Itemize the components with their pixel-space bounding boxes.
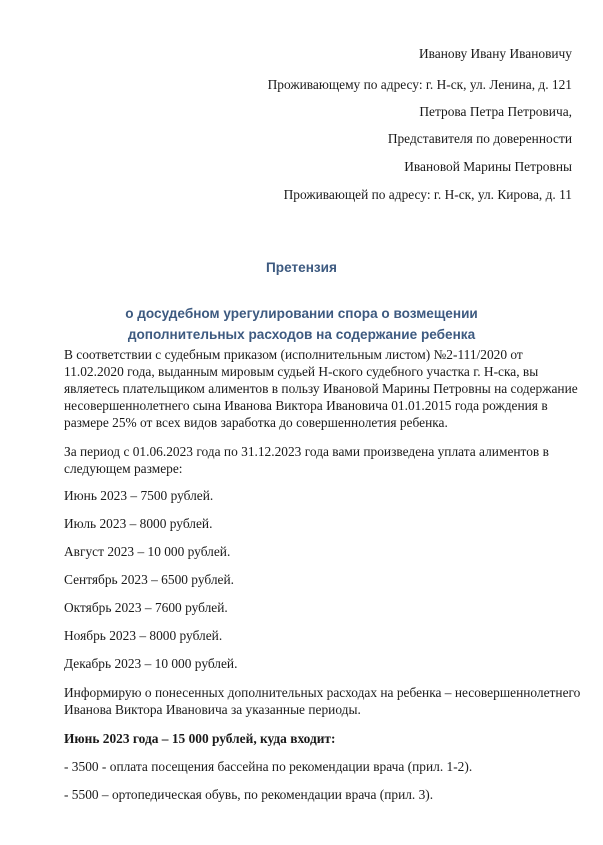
intro-line: являетесь плательщиком алиментов в пользу Ивановой Марины Петровны на содержание	[64, 381, 578, 396]
sender-role: Представителя по доверенности	[387, 131, 572, 146]
intro-line: В соответствии с судебным приказом (исполнительным листом) №2-111/2020 от	[64, 347, 523, 362]
period-line: За период с 01.06.2023 года по 31.12.2023 года вами произведена уплата алиментов в	[64, 444, 549, 459]
principal-address: Проживающей по адресу: г. Н-ск, ул. Кирова, д. 11	[283, 187, 572, 202]
document-subtitle-line-1: о досудебном урегулировании спора о возмещении	[125, 306, 478, 321]
payment-item: Июль 2023 – 8000 рублей.	[64, 516, 213, 531]
payment-item: Июнь 2023 – 7500 рублей.	[64, 488, 214, 503]
principal-name: Ивановой Марины Петровны	[404, 159, 572, 174]
payment-item: Сентябрь 2023 – 6500 рублей.	[64, 572, 234, 587]
payment-item: Август 2023 – 10 000 рублей.	[64, 544, 231, 559]
document-title: Претензия	[266, 260, 337, 275]
period-line: следующем размере:	[64, 461, 183, 476]
june-expenses-heading: Июнь 2023 года – 15 000 рублей, куда входит:	[64, 731, 336, 746]
sender-name: Петрова Петра Петровича,	[419, 104, 572, 119]
inform-line: Информирую о понесенных дополнительных расходах на ребенка – несовершеннолетнего	[64, 685, 581, 700]
payment-item: Ноябрь 2023 – 8000 рублей.	[64, 628, 223, 643]
payment-item: Октябрь 2023 – 7600 рублей.	[64, 600, 228, 615]
addressee-name: Иванову Ивану Ивановичу	[418, 46, 572, 61]
intro-line: несовершеннолетнего сына Иванова Виктора Ивановича 01.01.2015 года рождения в	[64, 398, 548, 413]
expense-item: - 3500 - оплата посещения бассейна по рекомендации врача (прил. 1-2).	[64, 759, 473, 774]
intro-line: 11.02.2020 года, выданным мировым судьей Н-ского судебного участка г. Н-ска, вы	[64, 364, 539, 379]
inform-line: Иванова Виктора Ивановича за указанные периоды.	[64, 702, 361, 717]
expense-item: - 5500 – ортопедическая обувь, по рекомендации врача (прил. 3).	[64, 787, 434, 802]
document-subtitle-line-2: дополнительных расходов на содержание ребенка	[127, 327, 476, 342]
intro-line: размере 25% от всех видов заработка до совершеннолетия ребенка.	[64, 415, 448, 430]
payment-item: Декабрь 2023 – 10 000 рублей.	[64, 656, 238, 671]
addressee-address: Проживающему по адресу: г. Н-ск, ул. Ленина, д. 121	[267, 77, 572, 92]
